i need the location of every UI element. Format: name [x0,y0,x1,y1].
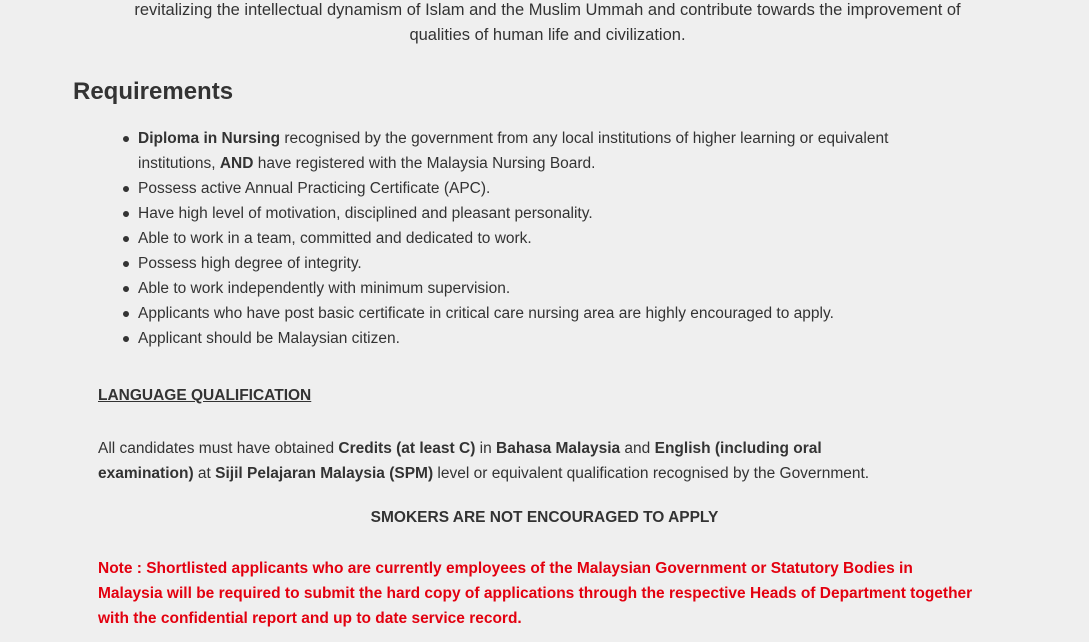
bahasa-malaysia-label: Bahasa Malaysia [496,440,621,457]
language-qualification-heading: LANGUAGE QUALIFICATION [98,387,312,404]
shortlist-note: Note : Shortlisted applicants who are currently employees of the Malaysian Government or Statutory Bodies in Malaysia will be required to submit the hard copy of applications through the respective Heads of Department together with the confidential report and up to date service record. [98,560,973,627]
smokers-notice: SMOKERS ARE NOT ENCOURAGED TO APPLY [370,509,719,526]
requirements-list [138,126,938,351]
intro-line-1: revitalizing the intellectual dynamism of Islam and the Muslim Ummah and contribute towards the improvement of [134,1,961,19]
list-item-text: recognised by the government from any local institutions of higher learning or equivalent institutions, [138,130,889,172]
requirements-heading: Requirements [73,78,234,105]
list-item: Applicants who have post basic certificate in critical care nursing area are highly encouraged to apply. [138,301,938,326]
list-item: Have high level of motivation, disciplined and pleasant personality. [138,201,938,226]
text-run: All candidates must have obtained [98,440,339,457]
list-item: Possess high degree of integrity. [138,251,938,276]
list-item [138,126,938,176]
credits-label: Credits (at least C) [338,440,476,457]
intro-paragraph [60,0,1035,48]
list-item: Able to work in a team, committed and dedicated to work. [138,226,938,251]
text-run: level or equivalent qualification recognised by the Government. [433,465,870,482]
english-label: English (including oral examination) [98,440,822,482]
spm-label: Sijil Pelajaran Malaysia (SPM) [215,465,434,482]
intro-line-2: qualities of human life and civilization. [409,26,686,44]
text-run: in [475,440,497,457]
text-run: at [193,465,216,482]
list-item: Possess active Annual Practicing Certificate (APC). [138,176,938,201]
list-item: Able to work independently with minimum supervision. [138,276,938,301]
list-item: Applicant should be Malaysian citizen. [138,326,938,351]
diploma-label: Diploma in Nursing [138,130,281,147]
text-run: and [620,440,655,457]
list-item-text: have registered with the Malaysia Nursing Board. [253,155,596,172]
language-qualification-text [98,436,918,486]
and-label: AND [219,155,254,172]
